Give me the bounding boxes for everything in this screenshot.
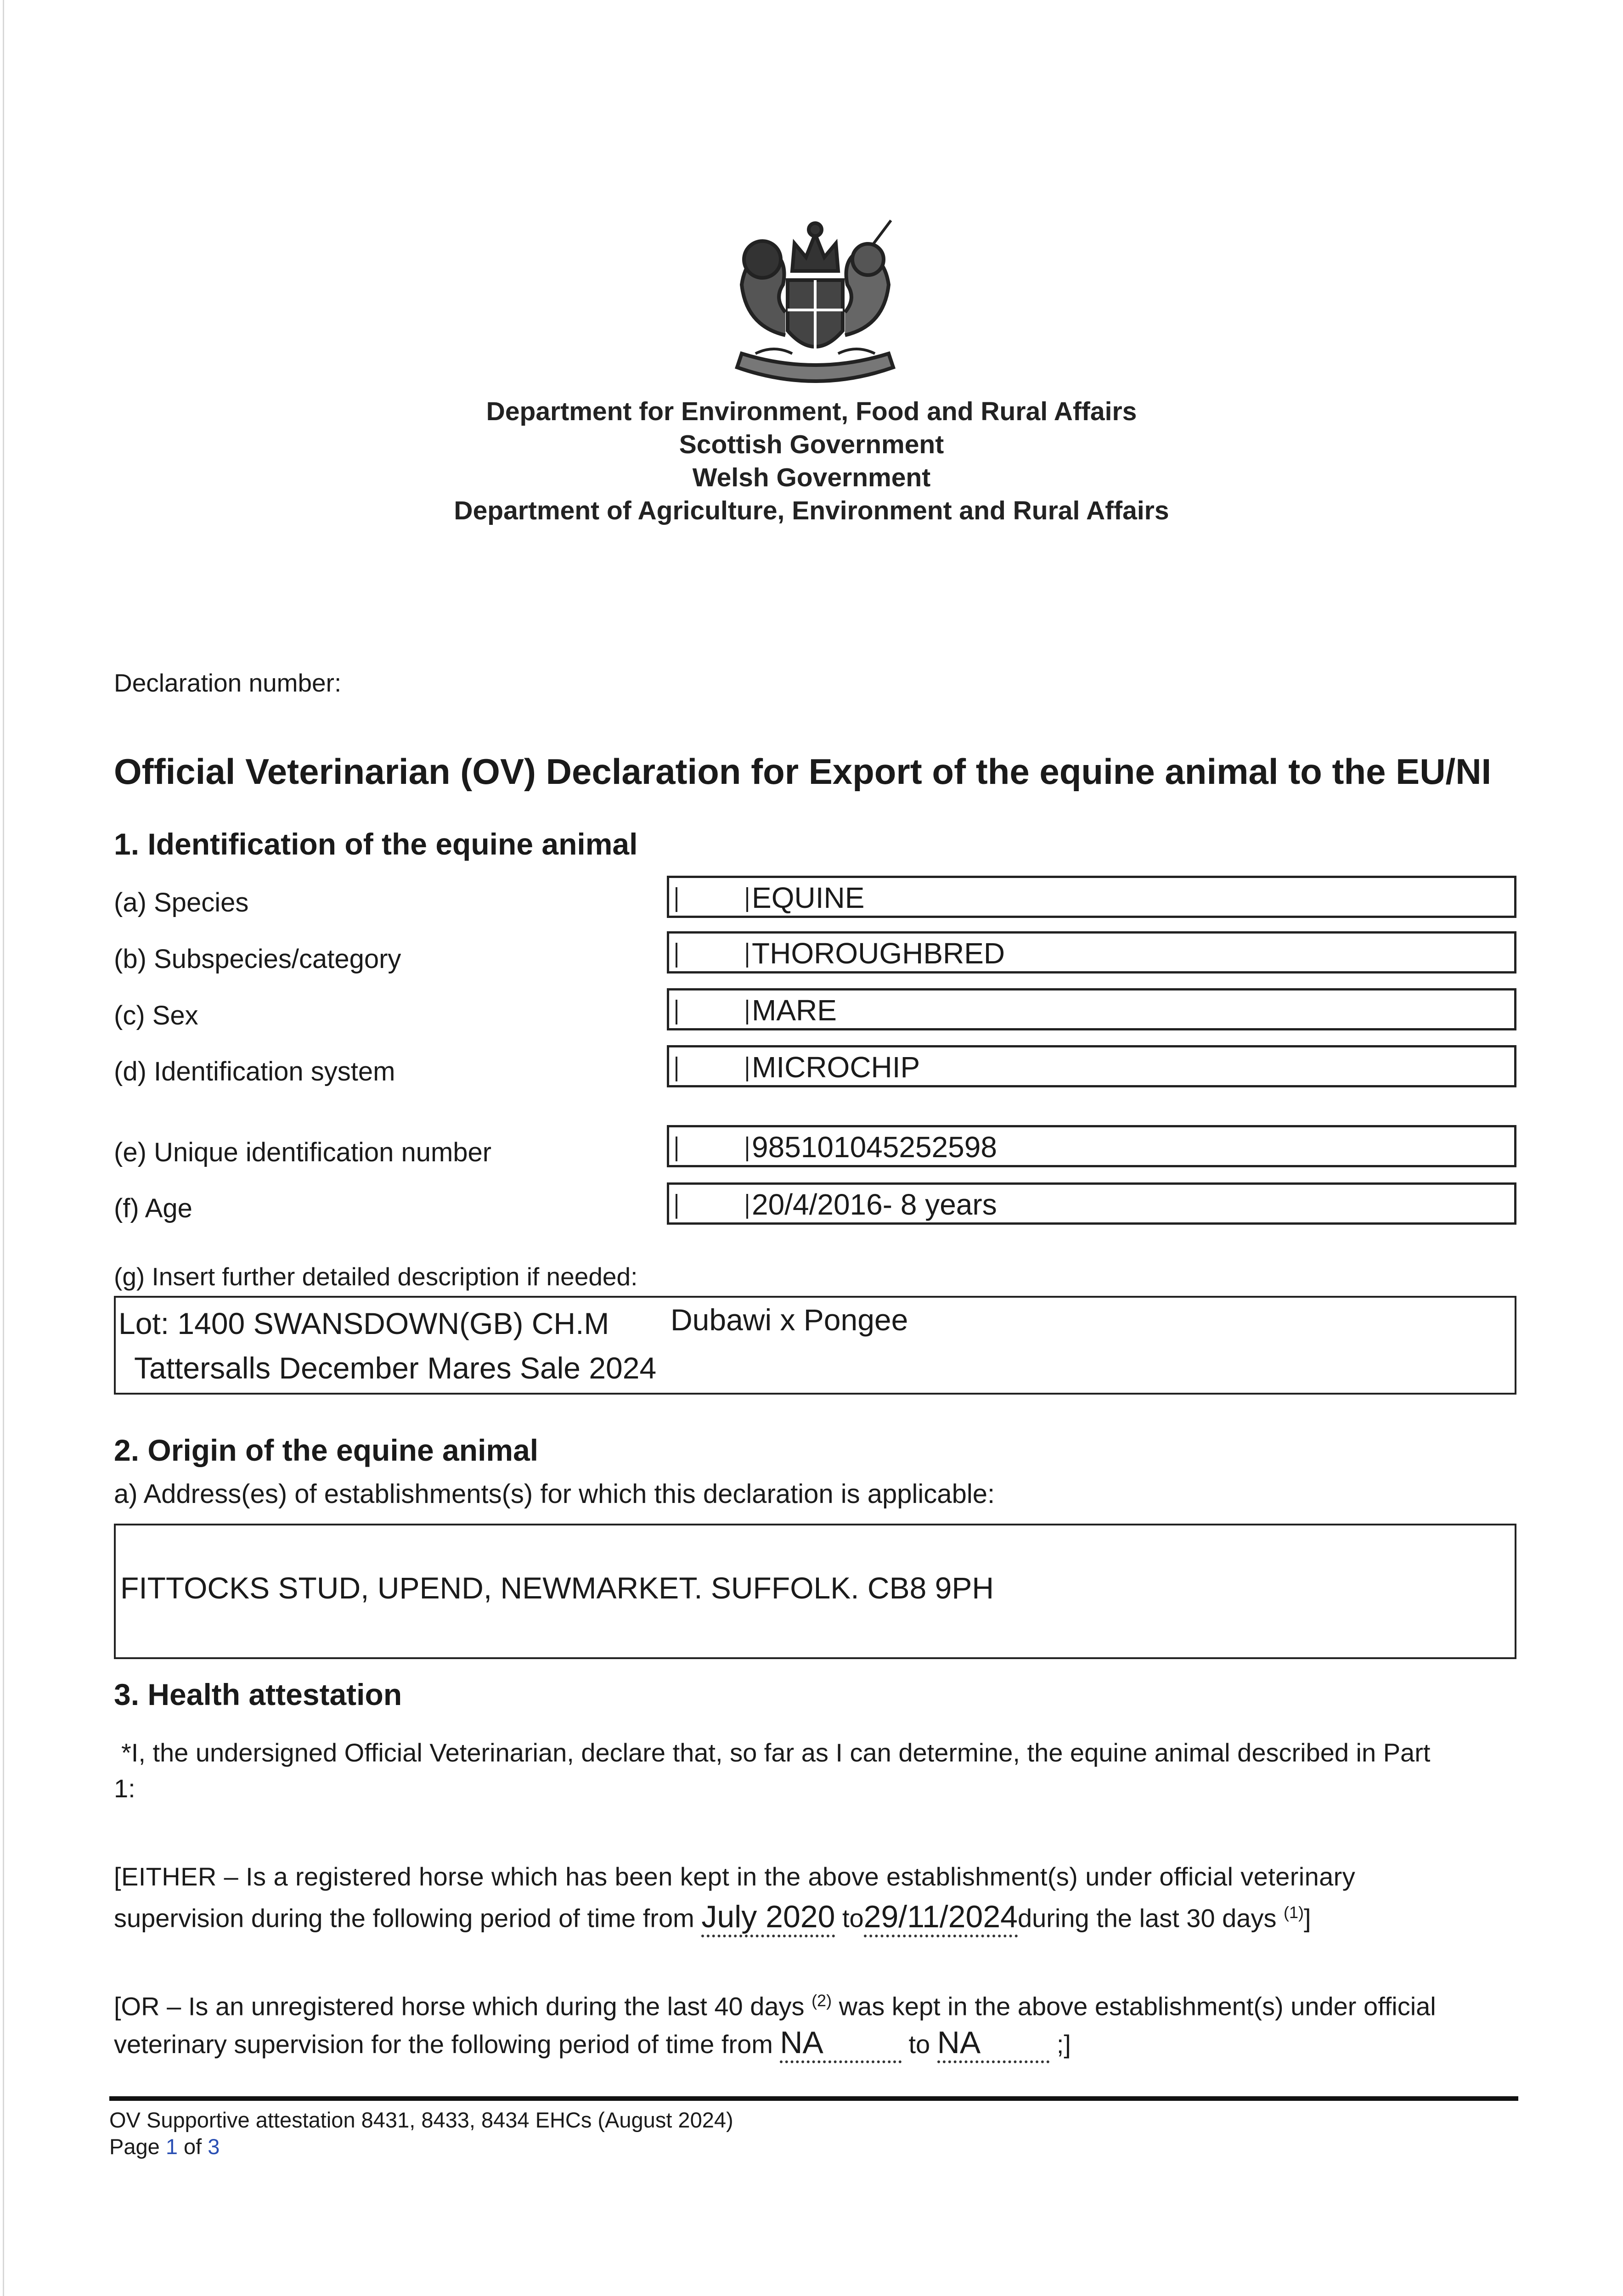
page-word: Page [109, 2134, 166, 2159]
or-to-date[interactable]: NA [937, 2025, 1049, 2063]
address-value: FITTOCKS STUD, UPEND, NEWMARKET. SUFFOLK. CB8 9PH [120, 1571, 994, 1605]
address-box[interactable] [114, 1524, 1516, 1659]
further-description-box[interactable] [114, 1296, 1516, 1395]
health-attestation-intro [114, 1735, 1516, 1806]
footer-form-reference: OV Supportive attestation 8431, 8433, 8434 EHCs (August 2024) [109, 2108, 733, 2132]
field-sex-value: MARE [752, 994, 837, 1027]
or-from-date[interactable]: NA [780, 2025, 901, 2063]
dept-defra: Department for Environment, Food and Rural Affairs [486, 397, 1137, 426]
intro-line-1: *I, the undersigned Official Veterinarian, declare that, so far as I can determine, the equine animal described in Part [121, 1738, 1431, 1767]
further-description-breeding: Dubawi x Pongee [671, 1303, 908, 1337]
dept-scottish-gov: Scottish Government [679, 430, 944, 459]
field-age-value: 20/4/2016- 8 years [752, 1188, 997, 1221]
department-names [0, 395, 1623, 527]
dept-daera: Department of Agriculture, Environment and Rural Affairs [454, 496, 1169, 525]
field-label-sex: (c) Sex [114, 1001, 198, 1030]
footer [109, 2107, 733, 2160]
or-line-1a: [OR – Is an unregistered horse which during the last 40 days [114, 1992, 812, 2021]
field-label-uid: (e) Unique identification number [114, 1137, 492, 1167]
further-description-line2: Tattersalls December Mares Sale 2024 [134, 1351, 657, 1385]
or-footnote-ref: (2) [812, 1991, 832, 2010]
section-3-heading: 3. Health attestation [114, 1677, 402, 1711]
scan-edge [3, 0, 4, 2296]
or-prefix: veterinary supervision for the following period of time from [114, 2029, 780, 2059]
either-line-1: [EITHER – Is a registered horse which has been kept in the above establishment(s) under official veterinary [114, 1862, 1356, 1891]
document-title: Official Veterinarian (OV) Declaration for Export of the equine animal to the EU/NI [114, 751, 1492, 792]
field-uid-value: 985101045252598 [752, 1131, 997, 1164]
page-of: of [177, 2134, 208, 2159]
field-id-system-value: MICROCHIP [752, 1051, 920, 1084]
section-1-heading: 1. Identification of the equine animal [114, 827, 638, 861]
field-sex[interactable] [667, 988, 1516, 1030]
page-total: 3 [208, 2134, 220, 2159]
field-subspecies-value: THOROUGHBRED [752, 937, 1005, 970]
either-prefix: supervision during the following period of time from [114, 1903, 702, 1933]
or-end: ;] [1049, 2029, 1071, 2059]
either-suffix: during the last 30 days [1017, 1903, 1284, 1933]
field-species-value: EQUINE [752, 881, 865, 914]
or-line-1b: was kept in the above establishment(s) under official [832, 1992, 1436, 2021]
or-to-word: to [901, 2029, 937, 2059]
either-to-date[interactable]: 29/11/2024 [864, 1899, 1018, 1937]
intro-line-2: 1: [114, 1774, 135, 1803]
field-label-species: (a) Species [114, 888, 249, 917]
page-current: 1 [165, 2134, 178, 2159]
either-from-date[interactable]: July 2020 [701, 1899, 835, 1937]
field-label-id-system: (d) Identification system [114, 1057, 395, 1086]
field-subspecies[interactable] [667, 931, 1516, 974]
or-line-2 [114, 2025, 1516, 2063]
further-description-label: (g) Insert further detailed description if needed: [114, 1262, 638, 1291]
royal-crest-icon [719, 216, 912, 390]
dept-welsh-gov: Welsh Government [692, 463, 931, 492]
field-label-subspecies: (b) Subspecies/category [114, 944, 401, 974]
either-to-word: to [842, 1903, 864, 1933]
further-description-line1: Lot: 1400 SWANSDOWN(GB) CH.M [118, 1306, 609, 1340]
or-clause [114, 1983, 1516, 2063]
either-line-2: supervision during the following period of time from July 2020 to29/11/2024during the last 30 days $^{(1)}$] [114, 1895, 1516, 1937]
field-age[interactable] [667, 1182, 1516, 1225]
footer-divider [109, 2096, 1518, 2101]
declaration-number-label: Declaration number: [114, 669, 342, 697]
field-species[interactable] [667, 876, 1516, 918]
field-id-system[interactable] [667, 1045, 1516, 1087]
or-line-1 [114, 1983, 1516, 2025]
either-footnote-ref: (1) [1284, 1903, 1304, 1922]
footer-page-number [109, 2133, 733, 2160]
section-2-heading: 2. Origin of the equine animal [114, 1433, 539, 1467]
field-uid[interactable] [667, 1125, 1516, 1167]
either-clause [114, 1859, 1516, 1937]
field-label-age: (f) Age [114, 1193, 192, 1223]
address-label: a) Address(es) of establishments(s) for which this declaration is applicable: [114, 1479, 995, 1509]
